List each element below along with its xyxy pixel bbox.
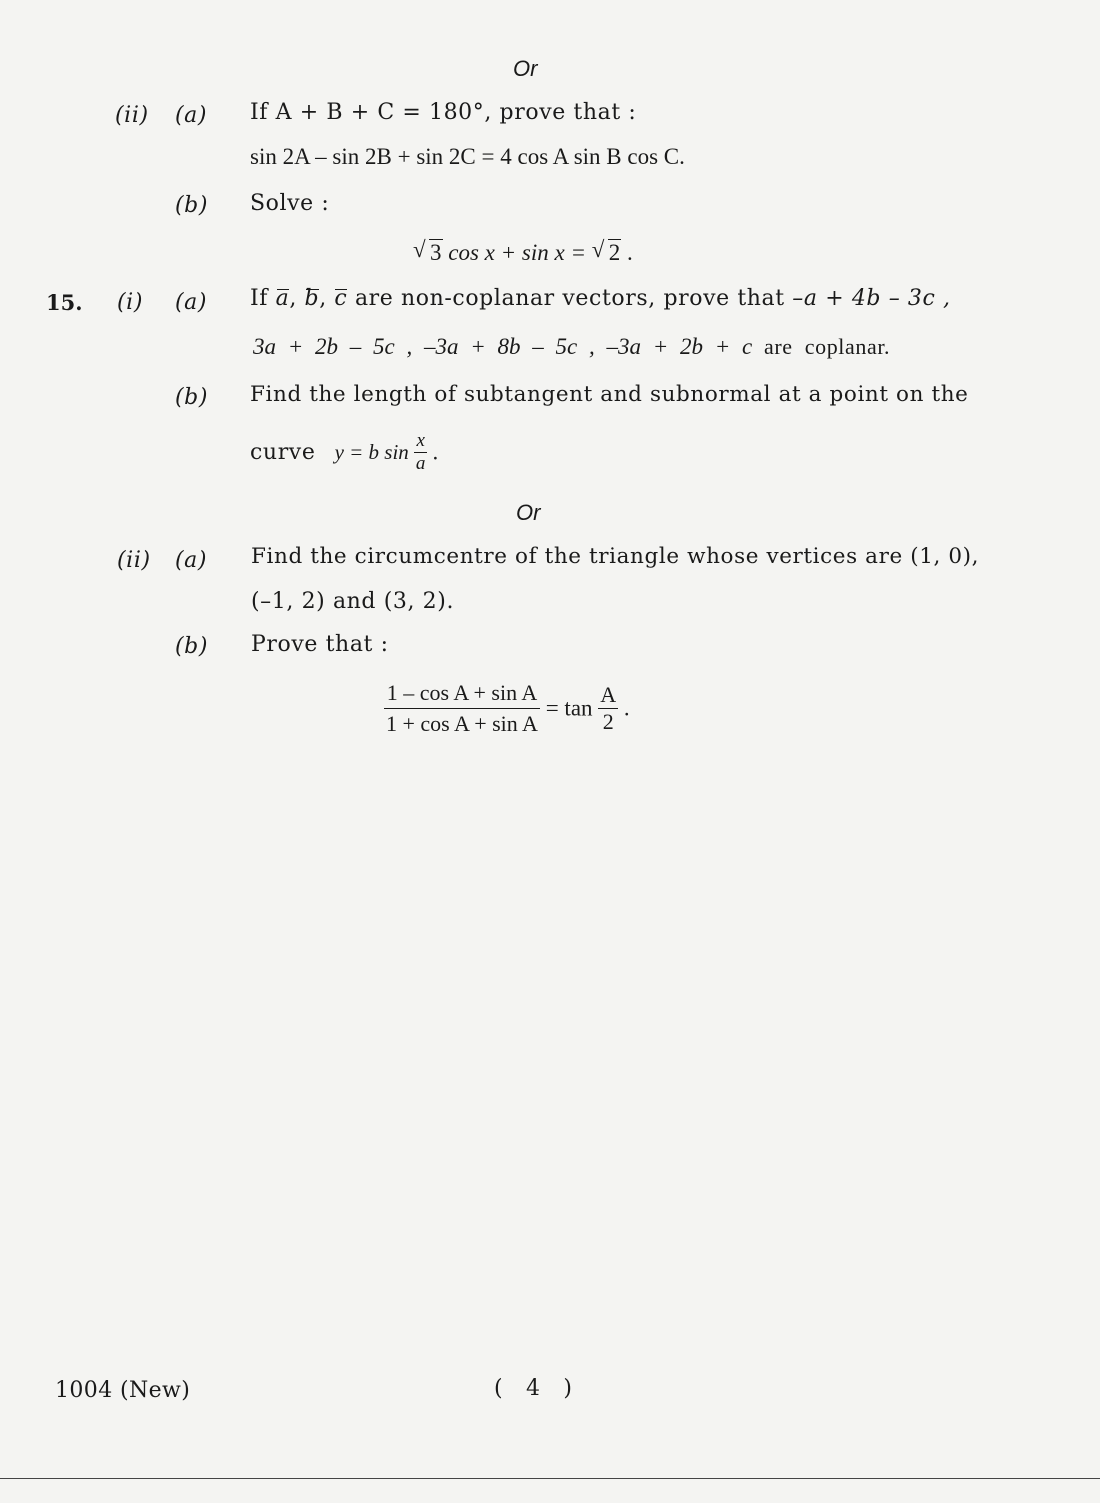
lhs-denominator: 1 + cos A + sin A xyxy=(384,708,540,737)
q14-ii-b-equation xyxy=(413,237,633,266)
fraction-a-over-2 xyxy=(598,682,618,735)
q15-i-b-eq: y = b sin xyxy=(334,440,409,464)
q15-number: 15. xyxy=(46,290,83,315)
q15-i-b-curve: curve xyxy=(250,440,316,465)
q15-ii-b-intro: Prove that : xyxy=(251,632,389,657)
q15-i-a-label: (a) xyxy=(175,290,208,315)
q14-ii-a-formula: sin 2A – sin 2B + sin 2C = 4 cos A sin B cos C. xyxy=(250,144,685,169)
q15-i-a-expr4: –3a + 2b + c xyxy=(606,334,753,359)
q14-ii-a-intro: If A + B + C = 180°, prove that : xyxy=(250,100,637,125)
lhs-numerator: 1 – cos A + sin A xyxy=(386,680,538,705)
q15-ii-a-label: (a) xyxy=(175,548,208,573)
q15-i-a-expr3: –3a + 8b – 5c , xyxy=(423,334,595,359)
q15-i-roman: (i) xyxy=(117,290,144,315)
q14-ii-roman: (ii) xyxy=(115,103,149,128)
rhs-denominator: 2 xyxy=(598,708,618,735)
vector-b: b xyxy=(304,286,320,311)
q15-i-b-end: . xyxy=(432,439,439,465)
sqrt-2: √ 2 xyxy=(591,237,621,265)
q14-ii-b-label: (b) xyxy=(175,193,209,218)
q15-i-b-line2 xyxy=(250,430,438,475)
q14-ii-b-end: . xyxy=(626,240,633,265)
q15-i-a-mid: are non-coplanar vectors, prove that xyxy=(354,286,793,311)
q15-ii-a-line2: (–1, 2) and (3, 2). xyxy=(251,589,455,614)
q14-ii-b-intro: Solve : xyxy=(250,191,330,216)
q15-ii-b-end: . xyxy=(623,695,630,721)
frac-den-a: a xyxy=(415,453,426,474)
q15-i-a-line1: If a, b, c are non-coplanar vectors, prove that –a + 4b – 3c , xyxy=(250,286,951,311)
q15-i-a-expr1: –a + 4b – 3c , xyxy=(792,286,951,311)
q15-ii-b-equation xyxy=(384,680,630,737)
vector-a: a xyxy=(275,286,290,311)
footer-paper-code: 1004 (New) xyxy=(55,1378,191,1403)
sqrt-3: √ 3 xyxy=(413,237,442,265)
q15-ii-b-label: (b) xyxy=(175,634,209,659)
q15-ii-roman: (ii) xyxy=(117,548,151,573)
q15-i-a-if: If xyxy=(250,286,269,311)
page-bottom-rule xyxy=(0,1478,1100,1479)
or-divider-q15: Or xyxy=(516,500,541,525)
q14-ii-a-label: (a) xyxy=(175,103,208,128)
footer-page-number: ( 4 ) xyxy=(494,1376,573,1401)
q15-i-b-line1: Find the length of subtangent and subnormal at a point on the xyxy=(250,382,969,407)
q15-i-a-expr2: 3a + 2b – 5c , xyxy=(253,334,413,359)
frac-num-x: x xyxy=(416,430,425,451)
vector-c: c xyxy=(334,286,348,311)
rhs-numerator: A xyxy=(600,682,617,707)
fraction-x-over-a xyxy=(414,430,428,475)
q15-ii-a-line1: Find the circumcentre of the triangle whose vertices are (1, 0), xyxy=(251,544,980,569)
q15-i-a-end: are coplanar. xyxy=(763,334,891,359)
or-divider-top: Or xyxy=(513,56,538,81)
fraction-lhs xyxy=(384,680,540,737)
q15-ii-b-eq: = tan xyxy=(545,695,593,721)
q15-i-b-label: (b) xyxy=(175,385,209,410)
q15-i-a-line2 xyxy=(253,334,890,360)
q14-ii-b-mid: cos x + sin x = xyxy=(448,240,592,265)
